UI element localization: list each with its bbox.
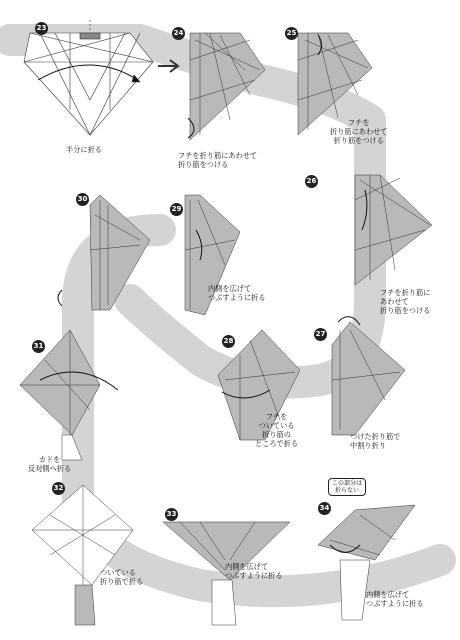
step-24-caption: フチを折り筋にあわせて 折り筋をつける xyxy=(178,151,258,169)
step-33-caption: 内側を広げて つぶすように折る xyxy=(225,562,283,580)
step-31-number: 31 xyxy=(32,340,45,353)
step-23-number: 23 xyxy=(35,22,48,35)
step-26-caption: フチを折り筋に あわせて 折り筋をつける xyxy=(380,288,431,315)
step-32-number: 32 xyxy=(52,482,65,495)
step-30-number: 30 xyxy=(76,193,89,206)
step-26-number: 26 xyxy=(305,175,318,188)
step-25-caption: フチを 折り筋にあわせて 折り筋をつける xyxy=(330,118,388,145)
step-29-caption: 内側を広げて つぶすように折る xyxy=(208,284,266,302)
step-25-number: 25 xyxy=(285,27,298,40)
step-28-caption: フチを ついている 折り筋の ところで折る xyxy=(255,412,299,448)
step-28-number: 28 xyxy=(222,335,235,348)
step-23-diagram xyxy=(24,20,153,135)
step-29-number: 29 xyxy=(170,203,183,216)
step-23-caption: 半分に折る xyxy=(66,145,102,154)
step-34-note: この部分は 折らない xyxy=(328,478,366,496)
step-34-caption: 内側を広げて つぶすように折る xyxy=(366,590,424,608)
step-27-number: 27 xyxy=(314,328,327,341)
step-26-diagram xyxy=(355,175,432,285)
step-24-number: 24 xyxy=(172,27,185,40)
step-32-caption: ついている 折り筋で折る xyxy=(100,568,144,586)
step-27-caption: つけた折り筋で 中割り折り xyxy=(350,432,401,450)
step-33-number: 33 xyxy=(165,508,178,521)
step-31-caption: カドを 反対側へ折る xyxy=(28,455,72,473)
step-34-number: 34 xyxy=(318,502,331,515)
